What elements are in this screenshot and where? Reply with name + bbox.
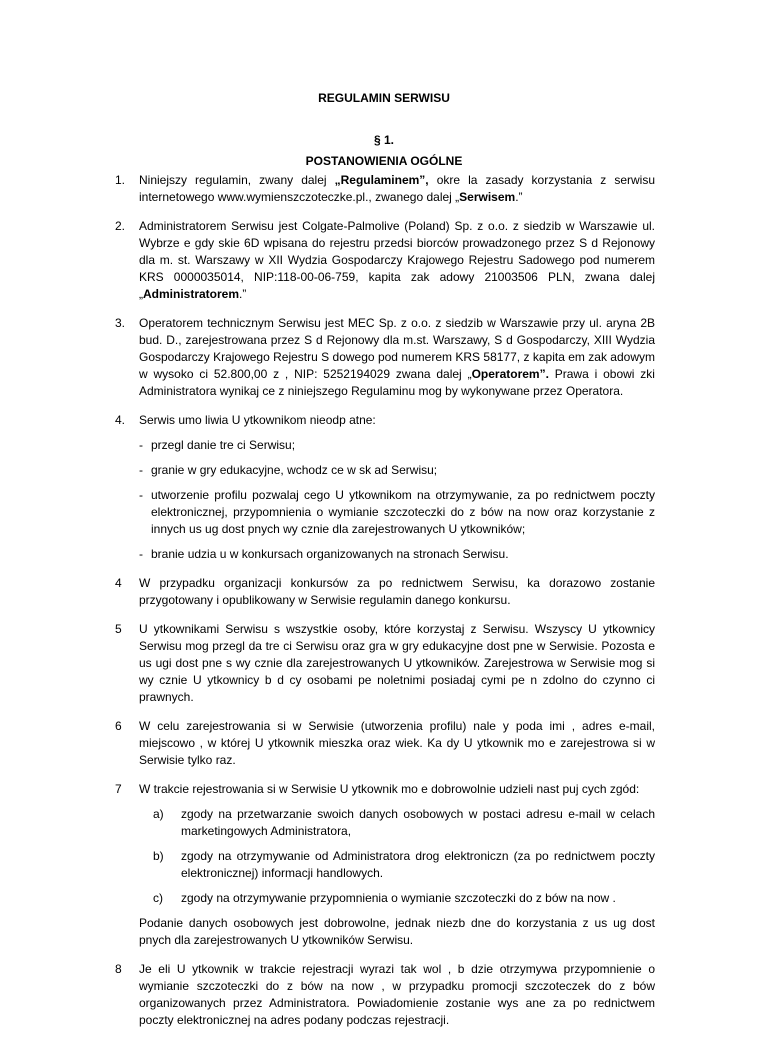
dash-list (139, 437, 655, 563)
list-item (115, 781, 655, 949)
list-item (115, 315, 655, 400)
item-number: 8 (115, 962, 122, 976)
dash-item (139, 437, 655, 454)
dash-item-text: branie udzia u w konkursach organizowanych na stronach Serwisu. (151, 547, 509, 561)
dash-item-text: przegl danie tre ci Serwisu; (151, 438, 296, 452)
defined-term: Serwisem (459, 190, 516, 204)
text-run: U ytkownikami Serwisu s wszystkie osoby, które korzystaj z Serwisu. Wszyscy U ytkownicy Serwisu mog przegl da tre ci Serwisu oraz gra w gry edukacyjne dost pne w Serwisie. Pozosta e us ugi dost pne s wy cznie dla zarejestrowanych U ytkowników. Zarejestrowa w Serwisie mog si wy cznie U ytkownicy b d cy osobami pe noletnimi posiadaj cymi pe n zdolno do czynno ci prawnych. (139, 622, 655, 704)
item-text (139, 218, 655, 303)
lettered-item (153, 848, 655, 882)
list-item (115, 218, 655, 303)
lettered-item-text: zgody na otrzymywanie od Administratora drog elektroniczn (za po rednictwem poczty elektronicznej) informacji handlowych. (181, 849, 655, 880)
defined-term: Administratorem (143, 287, 240, 301)
section-title: POSTANOWIENIA OGÓLNE (305, 154, 463, 168)
item-number: 1. (115, 173, 126, 187)
dash-marker: - (139, 547, 143, 561)
defined-term: „Regulaminem”, (334, 173, 429, 187)
regulations-list (115, 172, 655, 1041)
defined-term: Operatorem”. (471, 367, 549, 381)
item-text (139, 575, 655, 609)
list-item (115, 621, 655, 706)
section-number: § 1. (373, 133, 394, 147)
text-run: Serwis umo liwia U ytkownikom nieodp atne: (139, 413, 376, 427)
item-text (139, 172, 655, 206)
dash-item-text: utworzenie profilu pozwalaj cego U ytkownikom na otrzymywanie, za po rednictwem poczty elektronicznej, przypomnienia o wymianie szczoteczki do z bów na now oraz korzystanie z innych us ug dost pnych wy cznie dla zarejestrowanych U ytkowników; (151, 488, 655, 536)
item-number: 3. (115, 316, 126, 330)
text-run: .” (239, 287, 247, 301)
item-text (139, 315, 655, 400)
lettered-item-text: zgody na przetwarzanie swoich danych osobowych w postaci adresu e-mail w celach marketingowych Administratora, (181, 807, 655, 838)
list-item (115, 412, 655, 563)
item-text (139, 621, 655, 706)
text-run: okre la zasady korzystania z serwisu internetowego www.wymienszczoteczke.pl., zwanego dalej „ (139, 173, 656, 204)
letter-marker: a) (153, 807, 164, 821)
text-run: W przypadku organizacji konkursów za po rednictwem Serwisu, ka dorazowo zostanie przygotowany i opublikowany w Serwisie regulamin danego konkursu. (139, 576, 655, 607)
list-item (115, 718, 655, 769)
dash-item-text: granie w gry edukacyjne, wchodz ce w sk ad Serwisu; (151, 463, 438, 477)
list-item (115, 575, 655, 609)
text-run: .” (515, 190, 523, 204)
text-run: W celu zarejestrowania si w Serwisie (utworzenia profilu) nale y poda imi , adres e-mail, miejscowo , w której U ytkownik mieszka oraz wiek. Ka dy U ytkownik mo e zarejestrowa si w Serwisie tylko raz. (139, 719, 655, 767)
item-text (139, 718, 655, 769)
dash-marker: - (139, 438, 143, 452)
item-number: 2. (115, 219, 126, 233)
text-run: Prawa i obowi zki Administratora wynikaj ce z niniejszego Regulaminu mog by wykonywane przez Operatora. (139, 367, 655, 398)
dash-item (139, 487, 655, 538)
dash-marker: - (139, 463, 143, 477)
lettered-list (153, 806, 655, 907)
document-title: REGULAMIN SERWISU (318, 91, 450, 105)
lettered-item (153, 806, 655, 840)
list-item (115, 961, 655, 1029)
item-text (139, 961, 655, 1029)
lettered-item-text: zgody na otrzymywanie przypomnienia o wymianie szczoteczki do z bów na now . (181, 891, 616, 905)
list-item (115, 172, 655, 206)
dash-marker: - (139, 488, 143, 502)
item-number: 5 (115, 622, 122, 636)
text-run: Operatorem technicznym Serwisu jest MEC Sp. z o.o. z siedzib w Warszawie przy ul. aryna 2B bud. D., zarejestrowana przez S d Rejonowy dla m.st. Warszawy, S d Gospodarczy, XIII Wydzia Gospodarczy Krajowego Rejestru S dowego pod numerem KRS 58177, z kapita em zak adowym w wysoko ci 52.800,00 z , NIP: 5252194029 zwana dalej „ (139, 316, 655, 381)
item-note: Podanie danych osobowych jest dobrowolne, jednak niezb dne do korzystania z us ug dost pnych dla zarejestrowanych U ytkowników Serwisu. (139, 916, 655, 947)
text-run: Administratorem Serwisu jest Colgate-Palmolive (Poland) Sp. z o.o. z siedzib w Warszawie ul. Wybrze e gdy skie 6D wpisana do rejestru przedsi biorców prowadzonego przez S d Rejonowy dla m. st. Warszawy w XII Wydzia Gospodarczy Krajowego Rejestru Sadowego pod numerem KRS 0000035014, NIP:118-00-06-759, kapita zak adowy 21003506 PLN, zwana dalej „ (139, 219, 655, 301)
item-number: 4. (115, 413, 126, 427)
lettered-item (153, 890, 655, 907)
text-run: Je eli U ytkownik w trakcie rejestracji wyrazi tak wol , b dzie otrzymywa przypomnienie o wymianie szczoteczki do z bów na now , w przypadku promocji szczoteczek do z bów organizowanych przez Administratora. Powiadomienie zostanie wys ane za po rednictwem poczty elektronicznej na adres podany podczas rejestracji. (139, 962, 655, 1027)
item-number: 7 (115, 782, 122, 796)
item-text (139, 412, 655, 563)
item-number: 6 (115, 719, 122, 733)
dash-item (139, 462, 655, 479)
letter-marker: b) (153, 849, 164, 863)
letter-marker: c) (153, 891, 163, 905)
text-run: Niniejszy regulamin, zwany dalej (139, 173, 335, 187)
item-number: 4 (115, 576, 122, 590)
item-text (139, 781, 655, 949)
text-run: W trakcie rejestrowania si w Serwisie U ytkownik mo e dobrowolnie udzieli nast puj cych zgód: (139, 782, 640, 796)
dash-item (139, 546, 655, 563)
